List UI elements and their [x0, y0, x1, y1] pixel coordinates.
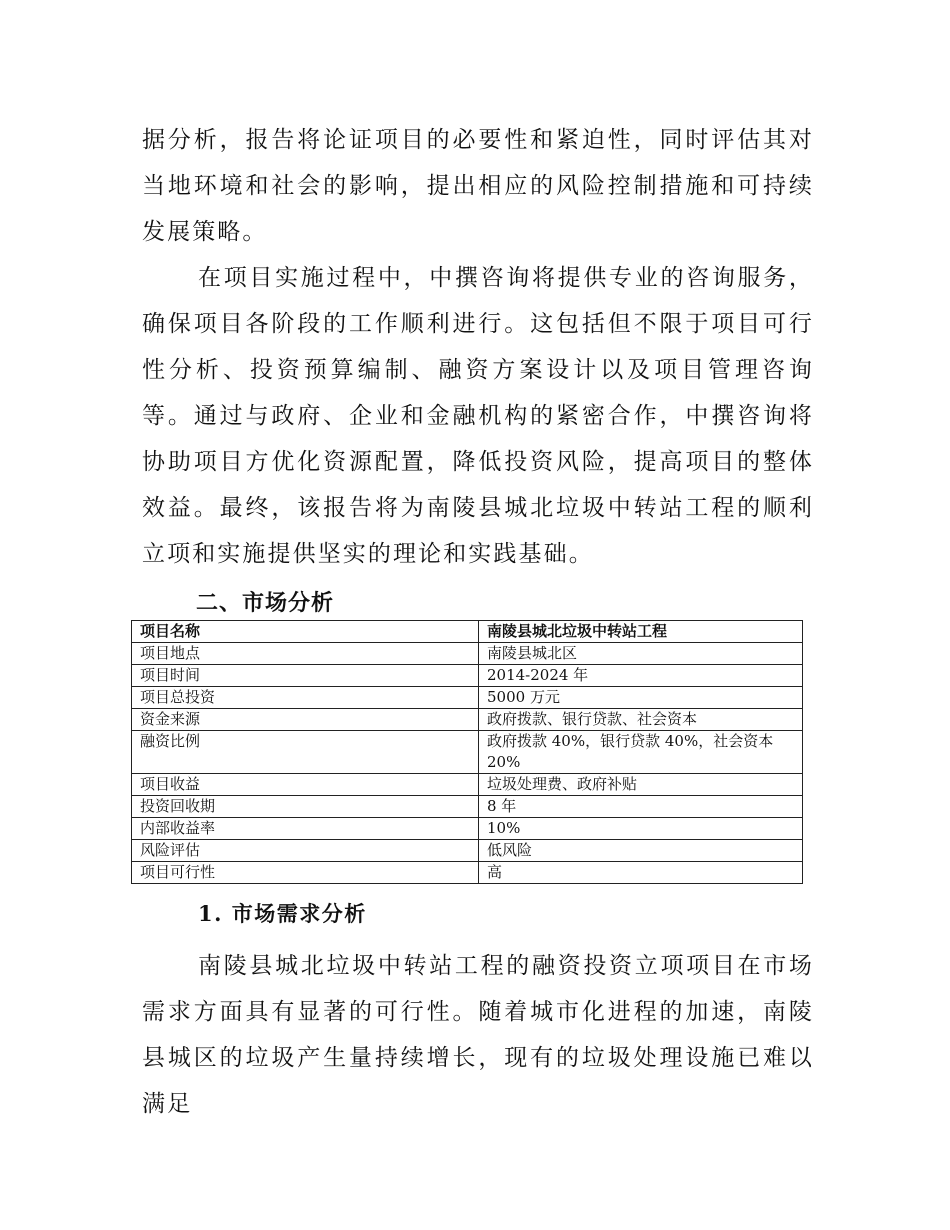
table-cell-label: 内部收益率 — [132, 818, 479, 840]
section-heading-market-analysis: 二、市场分析 — [196, 591, 335, 616]
table-cell-label: 项目收益 — [132, 774, 479, 796]
table-cell-value: 2014-2024 年 — [479, 665, 803, 687]
table-cell-value: 政府拨款 40%，银行贷款 40%，社会资本 20% — [479, 731, 803, 774]
table-cell-value: 5000 万元 — [479, 687, 803, 709]
table-row — [132, 643, 803, 665]
table-cell-label: 风险评估 — [132, 840, 479, 862]
table-cell-value: 低风险 — [479, 840, 803, 862]
table-cell-value: 南陵县城北区 — [479, 643, 803, 665]
paragraph-implementation: 在项目实施过程中，中撰咨询将提供专业的咨询服务，确保项目各阶段的工作顺利进行。这包括但不限于项目可行性分析、投资预算编制、融资方案设计以及项目管理咨询等。通过与政府、企业和金融机构的紧密合作，中撰咨询将协助项目方优化资源配置，降低投资风险，提高项目的整体效益。最终，该报告将为南陵县城北垃圾中转站工程的顺利立项和实施提供坚实的理论和实践基础。 — [142, 265, 814, 567]
project-info-table — [131, 620, 803, 884]
table-cell-value: 政府拨款、银行贷款、社会资本 — [479, 709, 803, 731]
table-cell-value: 10% — [479, 818, 803, 840]
table-row — [132, 774, 803, 796]
table-row — [132, 862, 803, 884]
table-cell-value: 垃圾处理费、政府补贴 — [479, 774, 803, 796]
table-header-cell: 项目名称 — [132, 621, 479, 643]
table-row — [132, 796, 803, 818]
paragraph-analysis-summary: 据分析，报告将论证项目的必要性和紧迫性，同时评估其对当地环境和社会的影响，提出相应的风险控制措施和可持续发展策略。 — [142, 127, 814, 245]
table-cell-label: 融资比例 — [132, 731, 479, 774]
table-row — [132, 687, 803, 709]
subsection-heading-market-demand: 1. 市场需求分析 — [198, 901, 367, 926]
table-cell-label: 项目地点 — [132, 643, 479, 665]
table-row — [132, 709, 803, 731]
table-row — [132, 731, 803, 774]
table-cell-value: 8 年 — [479, 796, 803, 818]
table-cell-label: 投资回收期 — [132, 796, 479, 818]
table-row — [132, 818, 803, 840]
table-header-cell: 南陵县城北垃圾中转站工程 — [479, 621, 803, 643]
table-cell-value: 高 — [479, 862, 803, 884]
table-row — [132, 840, 803, 862]
paragraph-market-demand: 南陵县城北垃圾中转站工程的融资投资立项项目在市场需求方面具有显著的可行性。随着城市化进程的加速，南陵县城区的垃圾产生量持续增长，现有的垃圾处理设施已难以满足 — [142, 953, 814, 1117]
table-row — [132, 665, 803, 687]
table-cell-label: 项目时间 — [132, 665, 479, 687]
table-cell-label: 资金来源 — [132, 709, 479, 731]
table-cell-label: 项目可行性 — [132, 862, 479, 884]
table-cell-label: 项目总投资 — [132, 687, 479, 709]
table-header-row — [132, 621, 803, 643]
